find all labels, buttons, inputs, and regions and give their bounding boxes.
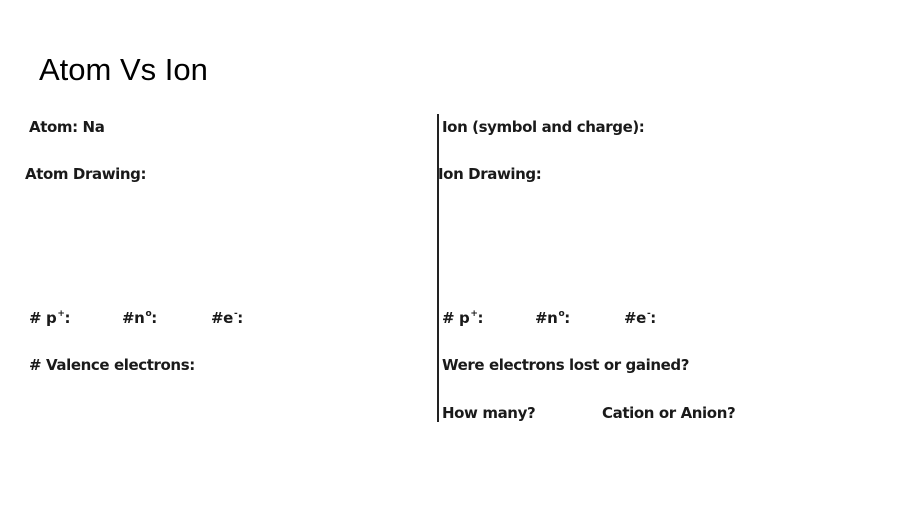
atom-protons-sup: + [57, 309, 65, 319]
ion-electrons-colon: : [650, 309, 656, 327]
atom-neutrons-sup: o [145, 309, 152, 319]
atom-neutrons-label [122, 309, 157, 327]
cation-anion-label: Cation or Anion? [602, 404, 736, 422]
page-title: Atom Vs Ion [39, 52, 208, 87]
ion-neutrons-colon: : [564, 309, 570, 327]
atom-electrons-label [211, 309, 243, 327]
ion-protons-label [442, 309, 483, 327]
atom-protons-label [29, 309, 70, 327]
lost-gained-label: Were electrons lost or gained? [442, 356, 690, 374]
ion-electrons-text: #e [624, 309, 646, 327]
atom-drawing-label: Atom Drawing: [25, 165, 147, 183]
ion-electrons-sup: - [646, 309, 651, 319]
ion-protons-colon: : [477, 309, 484, 327]
how-many-label: How many? [442, 404, 536, 422]
valence-electrons-label: # Valence electrons: [29, 356, 195, 374]
atom-electrons-colon: : [237, 309, 243, 327]
atom-label: Atom: Na [29, 118, 105, 136]
ion-protons-sup: + [470, 309, 478, 319]
atom-protons-text: # p [29, 309, 57, 327]
ion-neutrons-text: #n [535, 309, 558, 327]
atom-electrons-sup: - [233, 309, 238, 319]
atom-neutrons-colon: : [151, 309, 157, 327]
ion-label: Ion (symbol and charge): [442, 118, 645, 136]
atom-protons-colon: : [64, 309, 71, 327]
atom-neutrons-text: #n [122, 309, 145, 327]
ion-neutrons-sup: o [558, 309, 565, 319]
atom-electrons-text: #e [211, 309, 233, 327]
ion-protons-text: # p [442, 309, 470, 327]
ion-neutrons-label [535, 309, 570, 327]
section-divider [437, 114, 439, 422]
ion-drawing-label: Ion Drawing: [438, 165, 542, 183]
ion-electrons-label [624, 309, 656, 327]
